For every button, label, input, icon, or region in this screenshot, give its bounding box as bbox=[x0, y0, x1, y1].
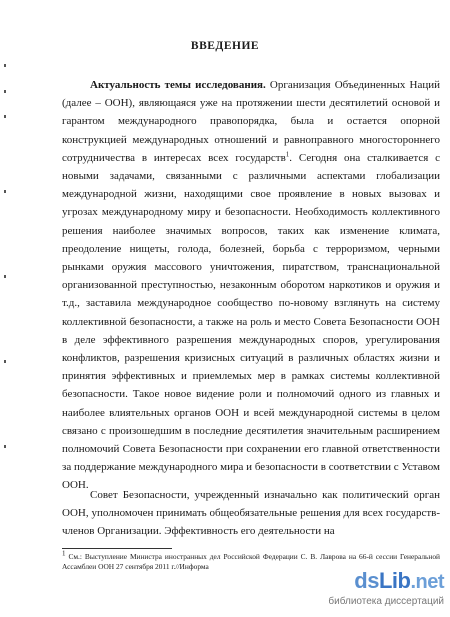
paragraph-text-continued: . Сегодня она сталкивается с новыми задачами, связанными с различными аспектами глобализации международной жизни, находящими свое проявление в новых вызовах и угрозах международному миру и безопасности. Необходимость коллективного решения наиболее значимых вопросов, таких как изменение климата, преодоление нищеты, голода, болезней, борьба с терроризмом, черными рынками оружия массового уничтожения, пиратством, транснациональной организованной преступностью, незаконным оборотом наркотиков и оружия и т.д., заставила международное сообщество по-новому взглянуть на систему коллективной безопасности, а также на роль и место Совета Безопасности ООН в деле эффективного разрешения международных споров, урегулирования конфликтов, разрешения кризисных ситуаций в различных областях жизни и принятия эффективных и приемлемых мер в рамках системы коллективной безопасности. Такое новое видение роли и полномочий одного из главных и наиболее влиятельных органов ООН и всей международной системы в целом связано с произошедшим в последние десятилетия значительным расширением полномочий Совета Безопасности при сохранении его главной ответственности за поддержание международного мира и безопасности в соответствии с Уставом ООН. bbox=[62, 151, 440, 492]
dslib-watermark[interactable] bbox=[324, 567, 444, 615]
paragraph-text: Организация Объединенных Наций (далее – ООН), являющаяся уже на протяжении шести десятилетий основой и гарантом международного правопорядка, была и остается опорной конструкцией международных отношений и равноправного многостороннего сотрудничества в интересах всех государств bbox=[62, 79, 440, 164]
footnote-reference[interactable]: 1 bbox=[285, 150, 290, 159]
watermark-subtitle: библиотека диссертаций bbox=[328, 596, 444, 607]
footnote-divider bbox=[62, 548, 172, 549]
paragraph-relevance bbox=[62, 76, 440, 495]
paragraph-lead: Актуальность темы исследования. bbox=[90, 79, 266, 91]
logo-ds: ds bbox=[354, 568, 379, 593]
footnote-text: См.: Выступление Министра иностранных дел Российской Федерации С. В. Лаврова на 66-й сессии Генеральной Ассамблеи ООН 27 сентября 2011 г.//Информа bbox=[62, 552, 440, 571]
paragraph-security-council: Совет Безопасности, учрежденный изначально как политический орган ООН, уполномочен принимать общеобязательные решения для всех государств-членов Организации. Эффективность его деятельности на bbox=[62, 489, 440, 538]
footnote-number: 1 bbox=[62, 549, 66, 558]
logo-lib: Lib bbox=[378, 568, 411, 593]
logo-net: .net bbox=[410, 571, 444, 593]
page-title: ВВЕДЕНИЕ bbox=[190, 40, 260, 52]
margin-scan-marks bbox=[2, 60, 10, 460]
watermark-logo bbox=[324, 567, 444, 596]
